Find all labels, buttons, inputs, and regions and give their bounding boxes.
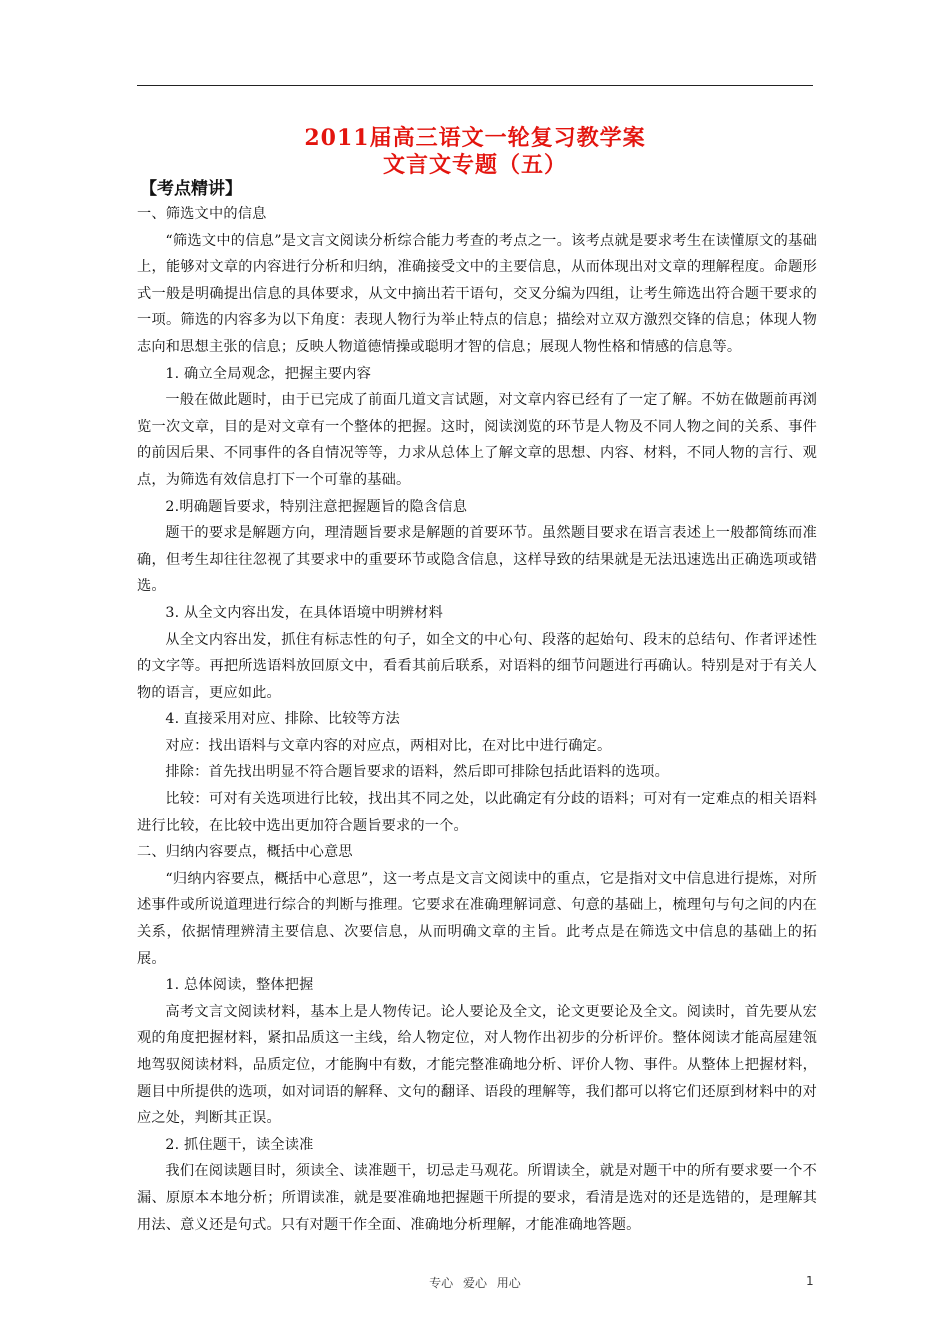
section-heading-1: 一、筛选文中的信息 — [137, 206, 267, 222]
subheading-5: 1. 总体阅读，整体把握 — [165, 977, 314, 994]
subheading-3: 3. 从全文内容出发，在具体语境中明辨材料 — [165, 604, 444, 621]
paragraph: “筛选文中的信息”是文言文阅读分析综合能力考查的考点之一。该考点就是要求考生在读懂原文的基础上，能够对文章的内容进行分析和归纳，准确接受文中的主要信息，从而体现出对文章的理解程度。命题形式一般是明确提出信息的具体要求，从文中摘出若干语句，交叉分编为四组，让考生筛选出符合题干要求的一项。筛选的内容多为以下角度：表现人物行为举止特点的信息；描绘对立双方激烈交锋的信息；体现人物志向和思想主张的信息；反映人物道德情操或聪明才智的信息；展现人物性格和情感的信息等。 — [137, 232, 817, 355]
footer-slogan: 专心 爱心 用心 — [429, 1276, 521, 1290]
document-subtitle: 文言文专题（五） — [382, 152, 567, 178]
section-tag: 【考点精讲】 — [140, 179, 242, 199]
page-number: 1 — [806, 1274, 814, 1288]
subheading-4: 4. 直接采用对应、排除、比较等方法 — [165, 711, 400, 728]
paragraph: 排除：首先找出明显不符合题旨要求的语料，然后即可排除包括此语料的选项。 — [165, 764, 669, 781]
subheading-1: 1. 确立全局观念，把握主要内容 — [165, 365, 372, 382]
section-heading-2: 二、归纳内容要点，概括中心意思 — [137, 844, 353, 861]
paragraph: 高考文言文阅读材料，基本上是人物传记。论人要论及全文，论文更要论及全文。阅读时，首先要从宏观的角度把握材料，紧扣品质这一主线，给人物定位，对人物作出初步的分析评价。整体阅读才能高屋建瓴地驾驭阅读材料，品质定位，才能胸中有数，才能完整准确地分析、评价人物、事件。从整体上把握材料，题目中所提供的选项，如对词语的解释、文句的翻译、语段的理解等，我们都可以将它们还原到材料中的对应之处，判断其正误。 — [137, 1003, 817, 1127]
document-title: 2011届高三语文一轮复习教学案 — [304, 125, 646, 151]
paragraph: 一般在做此题时，由于已完成了前面几道文言试题，对文章内容已经有了一定了解。不妨在做题前再浏览一次文章，目的是对文章有一个整体的把握。这时，阅读浏览的环节是人物及不同人物之间的关系、事件的前因后果、不同事件的各自情况等等，力求从总体上了解文章的思想、内容、材料，不同人物的言行、观点，为筛选有效信息打下一个可靠的基础。 — [137, 392, 817, 488]
paragraph: 比较：可对有关选项进行比较，找出其不同之处，以此确定有分歧的语料；可对有一定难点的相关语料进行比较，在比较中选出更加符合题旨要求的一个。 — [137, 791, 817, 834]
paragraph: 从全文内容出发，抓住有标志性的句子，如全文的中心句、段落的起始句、段末的总结句、作者评述性的文字等。再把所选语料放回原文中，看看其前后联系，对语料的细节问题进行再确认。特别是对于有关人物的语言，更应如此。 — [137, 631, 817, 701]
paragraph: “归纳内容要点，概括中心意思”，这一考点是文言文阅读中的重点，它是指对文中信息进行提炼，对所述事件或所说道理进行综合的判断与推理。它要求在准确理解词意、句意的基础上，梳理句与句之间的内在关系，依据情理辨清主要信息、次要信息，从而明确文章的主旨。此考点是在筛选文中信息的基础上的拓展。 — [137, 870, 817, 967]
paragraph: 对应：找出语料与文章内容的对应点，两相对比，在对比中进行确定。 — [165, 737, 612, 754]
paragraph: 我们在阅读题目时，须读全、读准题干，切忌走马观花。所谓读全，就是对题干中的所有要求要一个不漏、原原本本地分析；所谓读准，就是要准确地把握题干所提的要求，看清是选对的还是选错的，是理解其用法、意义还是句式。只有对题干作全面、准确地分析理解，才能准确地答题。 — [137, 1163, 817, 1233]
paragraph: 题干的要求是解题方向，理清题旨要求是解题的首要环节。虽然题目要求在语言表述上一般都简练而准确，但考生却往往忽视了其要求中的重要环节或隐含信息，这样导致的结果就是无法迅速选出正确选项或错选。 — [137, 525, 817, 595]
document-body — [137, 201, 817, 1238]
subheading-6: 2. 抓住题干，读全读准 — [165, 1136, 314, 1153]
subheading-2: 2.明确题旨要求，特别注意把握题旨的隐含信息 — [165, 498, 468, 515]
header-rule — [137, 85, 813, 86]
